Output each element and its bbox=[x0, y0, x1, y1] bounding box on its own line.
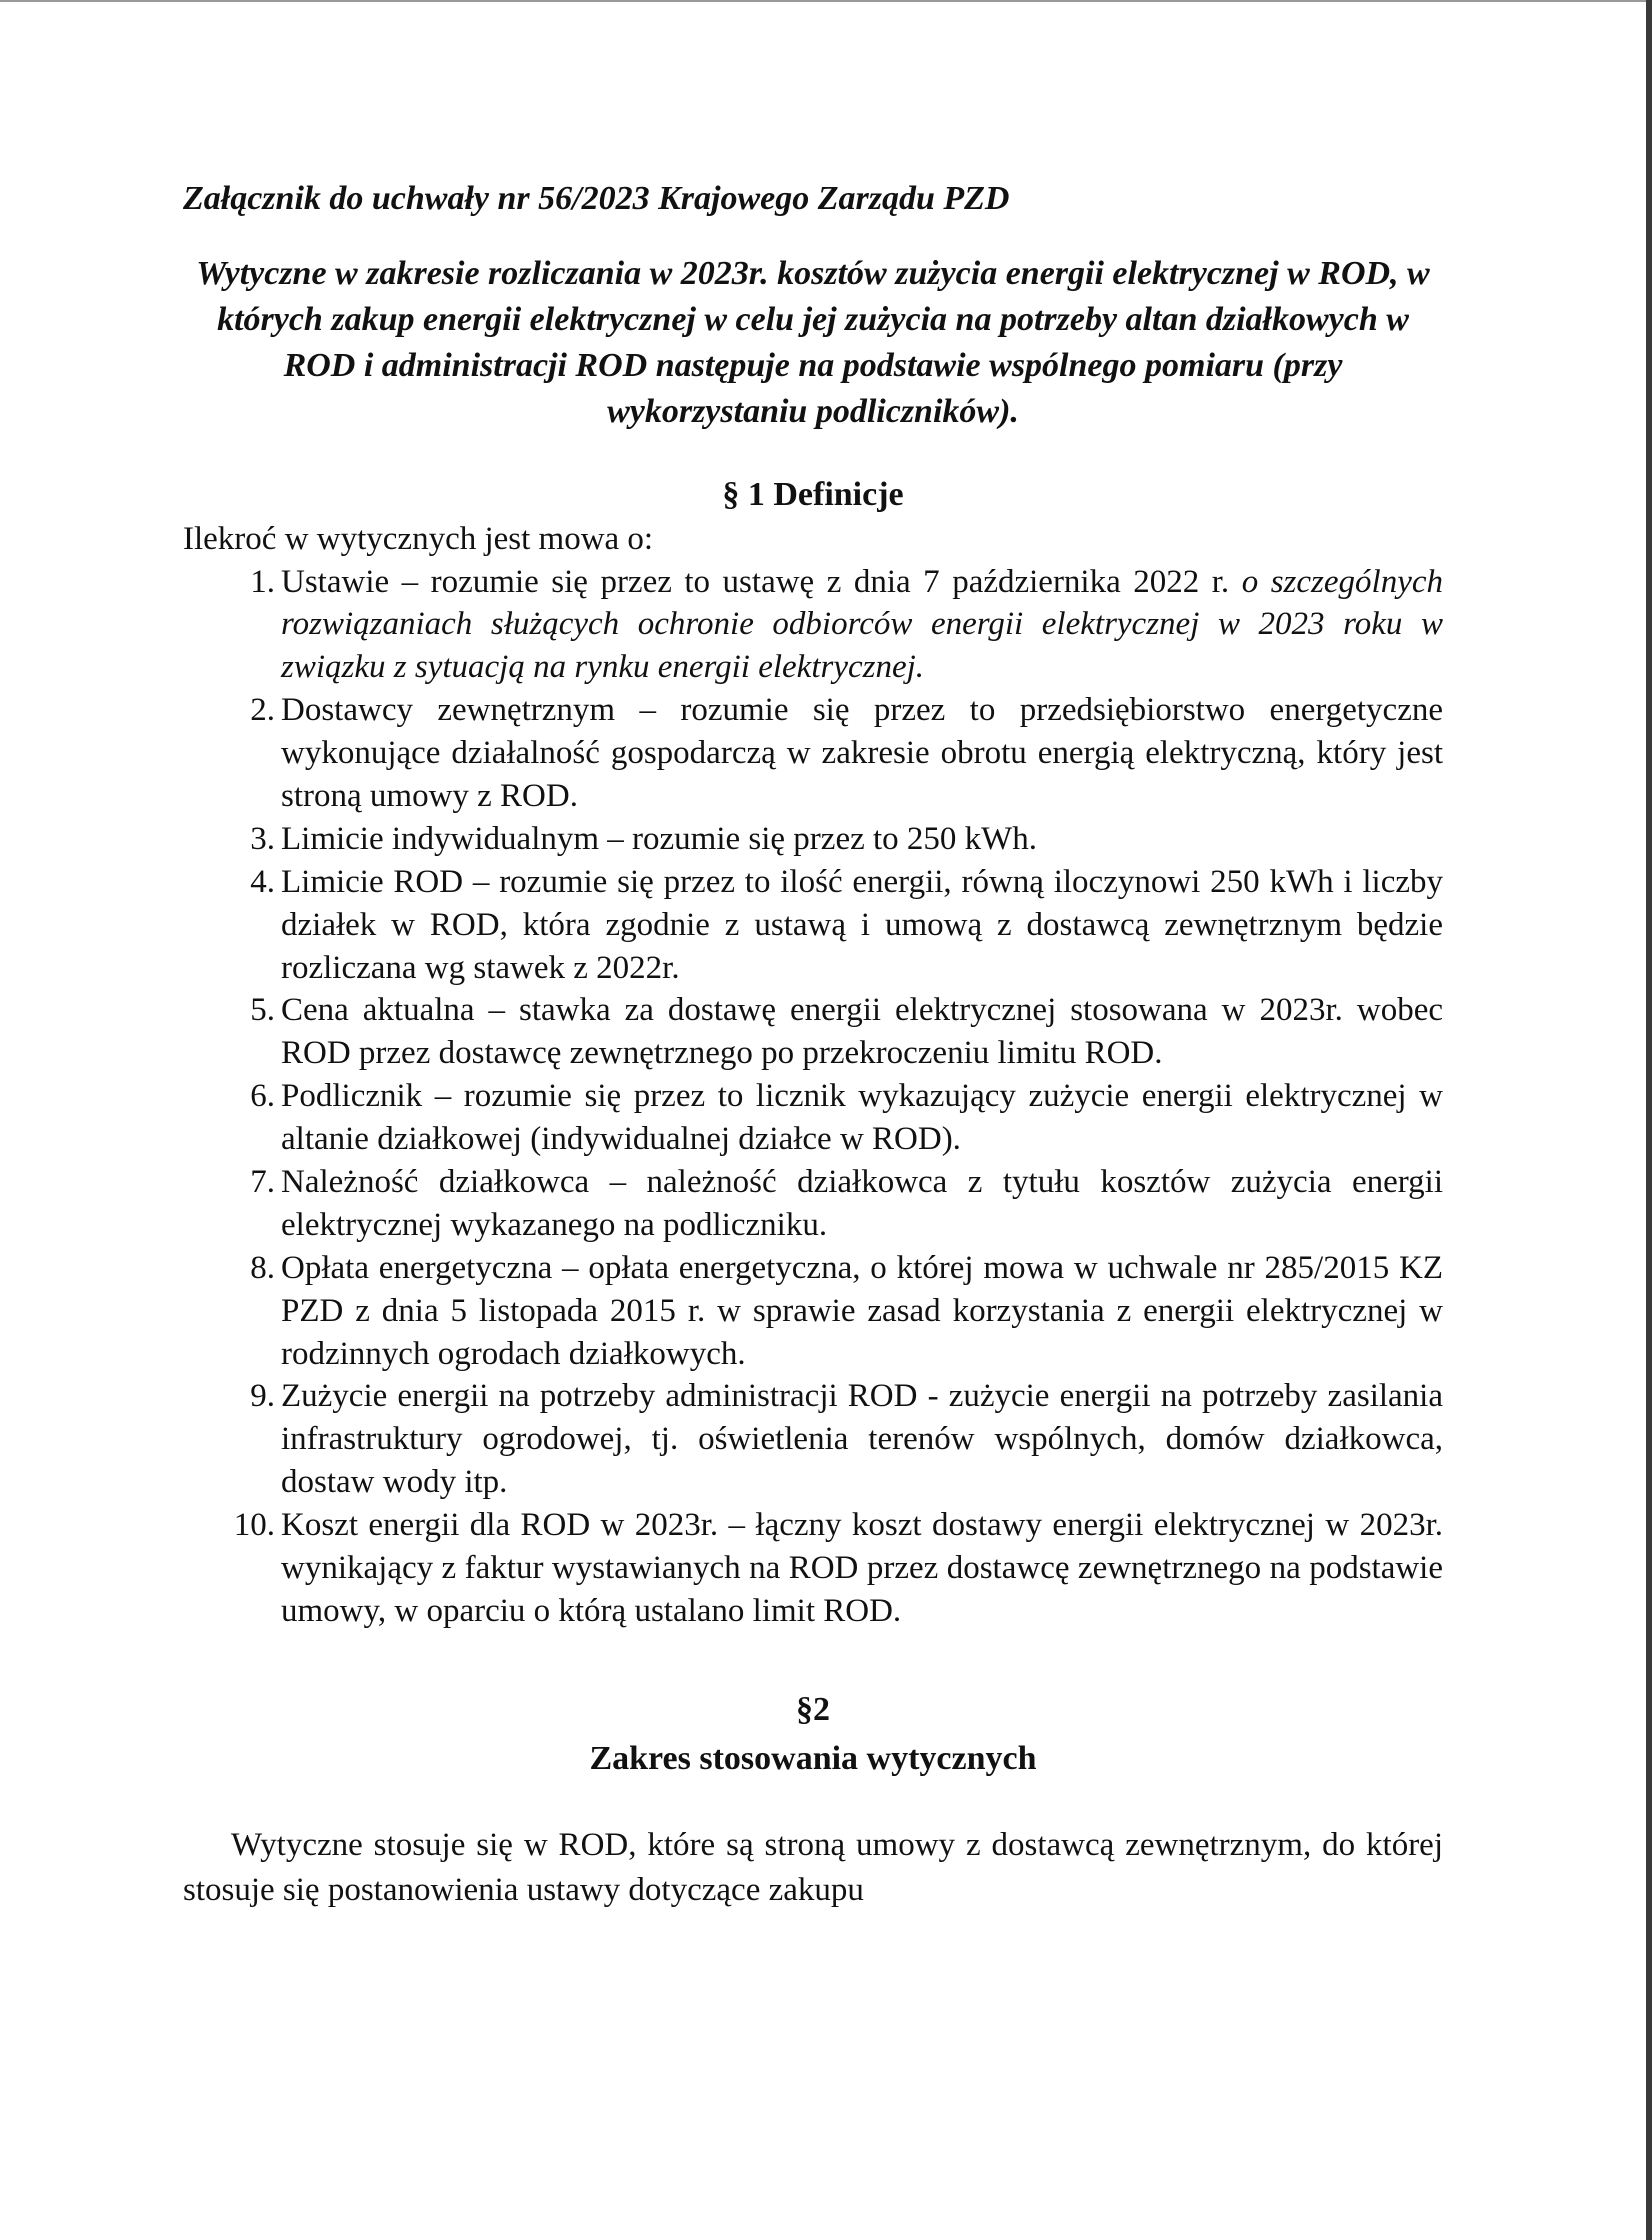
definition-number: 10. bbox=[233, 1507, 275, 1544]
definition-item bbox=[183, 989, 1443, 1075]
scan-edge-right bbox=[1646, 0, 1652, 2240]
definition-text: Cena aktualna – stawka za dostawę energii elektrycznej stosowana w 2023r. wobec ROD przez dostawcę zewnętrznego po przekroczeniu limitu ROD. bbox=[281, 992, 1443, 1072]
document-title: Wytyczne w zakresie rozliczania w 2023r. kosztów zużycia energii elektrycznej w ROD, w których zakup energii elektrycznej w celu jej zużycia na potrzeby altan działkowych w ROD i administracji ROD następuje na podstawie wspólnego pomiaru (przy wykorzystaniu podliczników). bbox=[196, 254, 1430, 431]
section-2 bbox=[183, 1685, 1443, 1912]
definition-item bbox=[183, 689, 1443, 818]
definition-text: Należność działkowca – należność działkowca z tytułu kosztów zużycia energii elektrycznej wykazanego na podliczniku. bbox=[281, 1163, 1443, 1243]
definition-number: 4. bbox=[250, 863, 275, 900]
definition-text: Dostawcy zewnętrznym – rozumie się przez to przedsiębiorstwo energetyczne wykonujące działalność gospodarczą w zakresie obrotu energią elektryczną, który jest stroną umowy z ROD. bbox=[281, 692, 1443, 814]
definition-number: 8. bbox=[250, 1249, 275, 1286]
definition-text: Limicie indywidualnym – rozumie się przez to 250 kWh. bbox=[281, 820, 1038, 857]
definition-item bbox=[183, 1504, 1443, 1633]
section-2-heading: Zakres stosowania wytycznych bbox=[589, 1740, 1037, 1778]
section-1-heading: § 1 Definicje bbox=[722, 476, 904, 514]
definition-number: 6. bbox=[250, 1078, 275, 1115]
document-content bbox=[183, 178, 1443, 1912]
scan-edge-top bbox=[0, 0, 1652, 2]
definition-number: 2. bbox=[250, 692, 275, 729]
definition-text: Zużycie energii na potrzeby administracji ROD - zużycie energii na potrzeby zasilania infrastruktury ogrodowej, tj. oświetlenia terenów wspólnych, domów działkowca, dostaw wody itp. bbox=[281, 1378, 1443, 1501]
definition-item bbox=[183, 861, 1443, 990]
section-1-intro: Ilekroć w wytycznych jest mowa o: bbox=[183, 520, 654, 557]
definition-italic-text: o szczególnych rozwiązaniach służących ochronie odbiorców energii elektrycznej w 2023 roku w związku z sytuacją na rynku energii elektrycznej. bbox=[281, 563, 1443, 686]
definition-text: Opłata energetyczna – opłata energetyczna, o której mowa w uchwale nr 285/2015 KZ PZD z dnia 5 listopada 2015 r. w sprawie zasad korzystania z energii elektrycznej w rodzinnych ogrodach działkowych. bbox=[281, 1249, 1443, 1372]
section-2-paragraph: Wytyczne stosuje się w ROD, które są stroną umowy z dostawcą zewnętrznym, do której stosuje się postanowienia ustawy dotyczące zakupu bbox=[183, 1827, 1443, 1908]
definition-number: 3. bbox=[250, 820, 275, 857]
definition-text: Ustawie – rozumie się przez to ustawę z dnia 7 października 2022 r. bbox=[281, 563, 1230, 600]
definition-item bbox=[183, 818, 1443, 861]
definition-text: Koszt energii dla ROD w 2023r. – łączny koszt dostawy energii elektrycznej w 2023r. wynikający z faktur wystawianych na ROD przez dostawcę zewnętrznego na podstawie umowy, w oparciu o którą ustalano limit ROD. bbox=[281, 1507, 1443, 1629]
definition-item bbox=[183, 561, 1443, 690]
definition-text: Limicie ROD – rozumie się przez to ilość energii, równą iloczynowi 250 kWh i liczby działek w ROD, która zgodnie z ustawą i umową z dostawcą zewnętrznym będzie rozliczana wg stawek z 2022r. bbox=[281, 863, 1443, 986]
definition-text: Podlicznik – rozumie się przez to licznik wykazujący zużycie energii elektrycznej w altanie działkowej (indywidualnej działce w ROD). bbox=[281, 1078, 1443, 1158]
definition-item bbox=[183, 1161, 1443, 1247]
definition-number: 7. bbox=[250, 1163, 275, 1200]
definition-number: 9. bbox=[250, 1378, 275, 1415]
attachment-header: Załącznik do uchwały nr 56/2023 Krajowego Zarządu PZD bbox=[183, 180, 1010, 217]
definition-item bbox=[183, 1247, 1443, 1376]
definitions-list bbox=[183, 561, 1443, 1633]
definition-item bbox=[183, 1375, 1443, 1504]
section-2-number: §2 bbox=[796, 1690, 830, 1728]
definition-number: 1. bbox=[250, 563, 275, 600]
definition-number: 5. bbox=[250, 992, 275, 1029]
definition-item bbox=[183, 1075, 1443, 1161]
